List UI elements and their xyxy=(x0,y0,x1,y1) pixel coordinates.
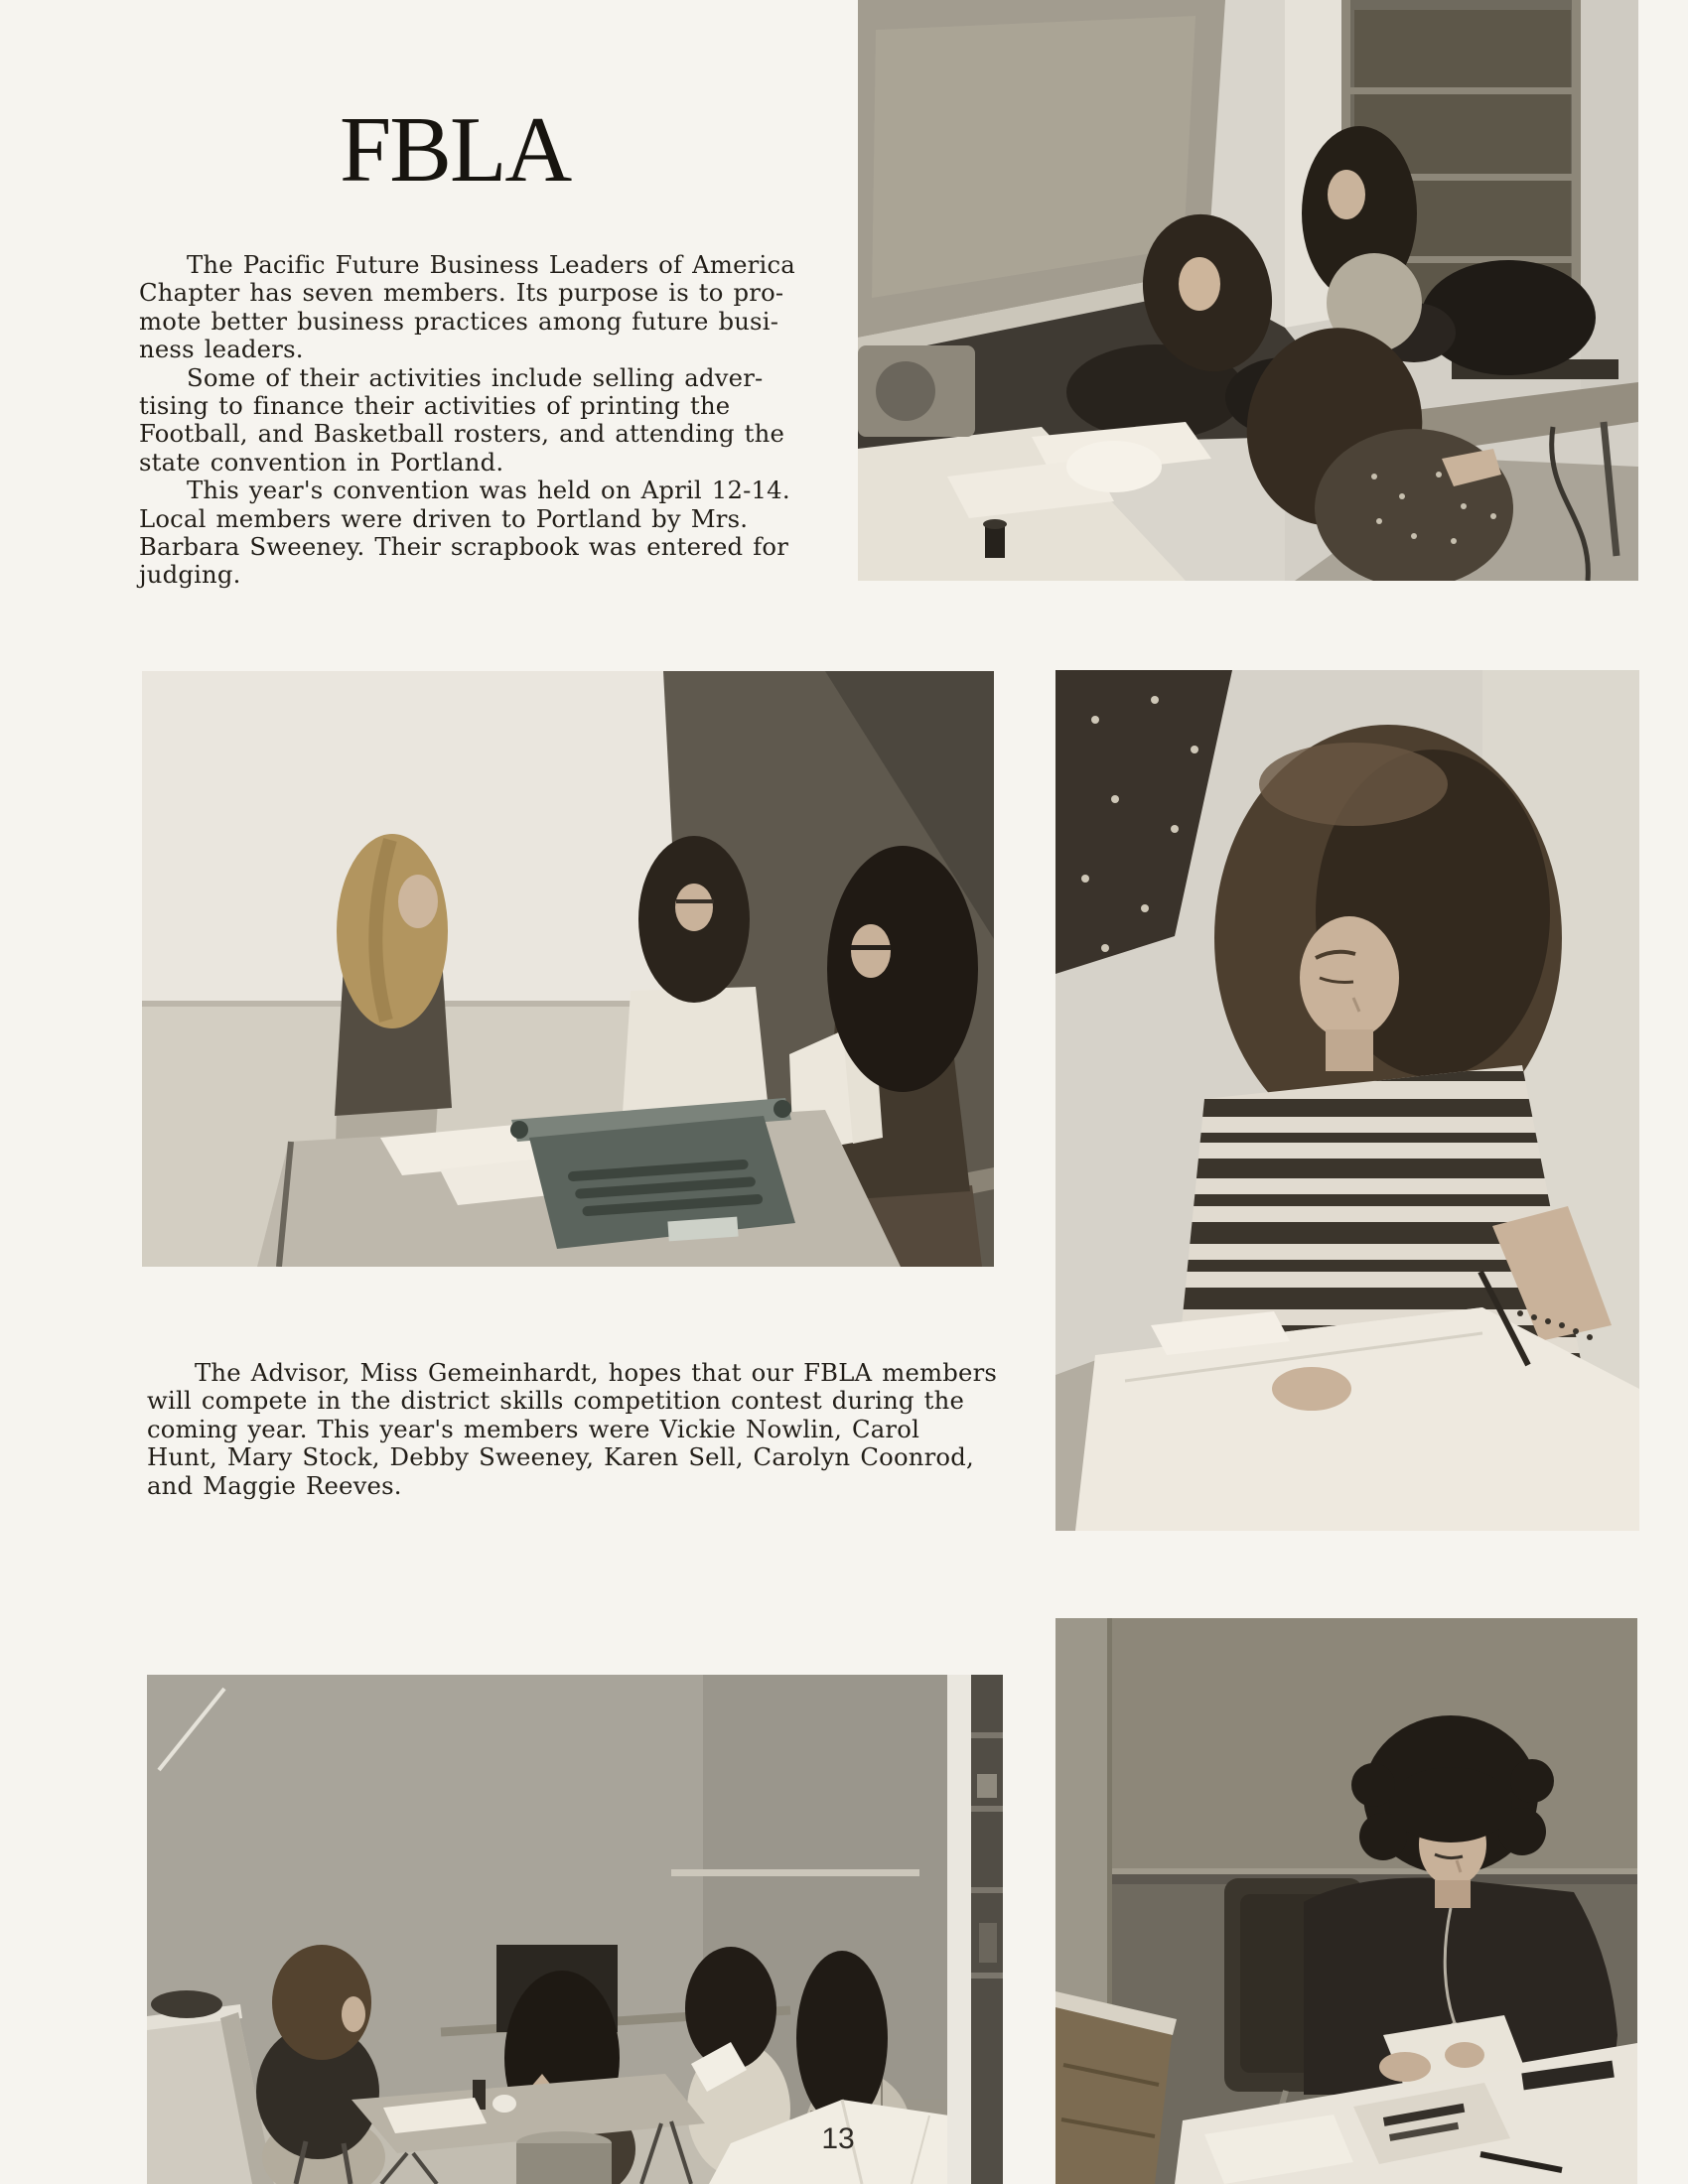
intro-paragraph xyxy=(139,251,814,590)
text-line: Hunt, Mary Stock, Debby Sweeney, Karen Sell, Carolyn Coonrod, xyxy=(147,1442,974,1472)
text-line: This year's convention was held on April 12-14. xyxy=(187,476,790,505)
text-line: Barbara Sweeney. Their scrapbook was entered for xyxy=(139,531,789,561)
text-line: state convention in Portland. xyxy=(139,447,504,477)
photo-classroom-tables xyxy=(147,1675,1003,2184)
text-line: judging. xyxy=(139,560,241,590)
text-line: The Advisor, Miss Gemeinhardt, hopes that our FBLA members xyxy=(195,1358,998,1387)
text-line: Chapter has seven members. Its purpose is to pro- xyxy=(139,278,784,308)
page-number: 13 xyxy=(821,2122,855,2155)
text-line: The Pacific Future Business Leaders of America xyxy=(187,250,795,279)
text-line: coming year. This year's members were Vickie Nowlin, Carol xyxy=(147,1414,920,1443)
page-title: FBLA xyxy=(340,98,571,202)
text-line: tising to finance their activities of printing the xyxy=(139,390,731,420)
text-line: Some of their activities include selling adver- xyxy=(187,362,764,392)
advisor-paragraph xyxy=(147,1359,1021,1500)
text-line: mote better business practices among future busi- xyxy=(139,306,779,336)
photo-classroom-group xyxy=(858,0,1638,581)
photo-student-reading xyxy=(1055,1618,1637,2184)
photo-student-writing xyxy=(1055,670,1639,1531)
text-line: Local members were driven to Portland by Mrs. xyxy=(139,503,749,533)
photo-typewriter-group xyxy=(142,671,994,1267)
text-line: Football, and Basketball rosters, and attending the xyxy=(139,419,785,449)
text-line: will compete in the district skills competition contest during the xyxy=(147,1386,965,1416)
text-line: ness leaders. xyxy=(139,335,304,364)
text-line: and Maggie Reeves. xyxy=(147,1470,402,1500)
